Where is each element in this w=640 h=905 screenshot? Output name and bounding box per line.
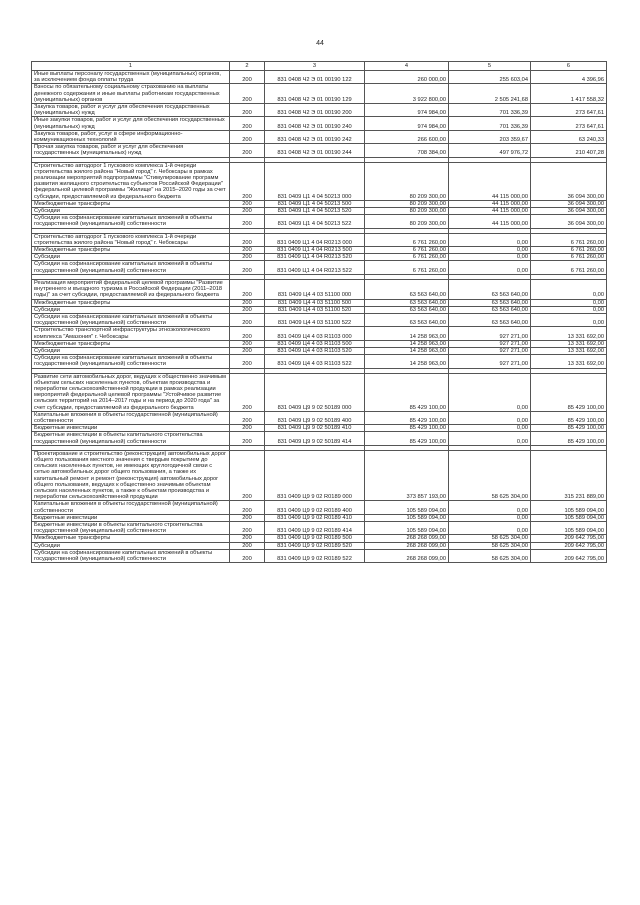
- row-amount-approved-cell: 14 258 963,00: [365, 340, 449, 347]
- row-classification-code-cell: 831 0409 Ц1 4 04 R0213 522: [265, 261, 365, 274]
- row-classification-code-cell: 831 0409 Ц9 9 02 50189 410: [265, 425, 365, 432]
- row-amount-remaining-cell: 36 094 300,00: [531, 162, 607, 200]
- row-amount-executed-cell: 255 603,04: [449, 71, 531, 84]
- table-row: [32, 514, 607, 521]
- row-amount-approved-cell: 63 563 640,00: [365, 313, 449, 326]
- row-amount-approved-cell: 85 429 100,00: [365, 432, 449, 445]
- row-amount-remaining-cell: 105 589 094,00: [531, 522, 607, 535]
- row-amount-approved-cell: 85 429 100,00: [365, 411, 449, 424]
- table-row: [32, 432, 607, 445]
- table-row: [32, 117, 607, 130]
- row-classification-code-cell: 831 0408 Ч2 Э 01 00190 129: [265, 84, 365, 104]
- table-row: [32, 71, 607, 84]
- row-amount-approved-cell: 63 563 640,00: [365, 306, 449, 313]
- row-classification-code-cell: 831 0409 Ц9 9 02 R0189 522: [265, 549, 365, 562]
- row-amount-approved-cell: 266 600,00: [365, 130, 449, 143]
- row-code-2-cell: 200: [230, 425, 265, 432]
- row-amount-executed-cell: 701 336,39: [449, 117, 531, 130]
- row-amount-executed-cell: 58 625 304,00: [449, 542, 531, 549]
- table-row: [32, 247, 607, 254]
- row-classification-code-cell: 831 0409 Ц9 9 02 50189 000: [265, 373, 365, 411]
- row-amount-approved-cell: 6 761 260,00: [365, 233, 449, 246]
- row-amount-executed-cell: 0,00: [449, 247, 531, 254]
- table-row: [32, 215, 607, 228]
- row-name-cell: Строительство автодорог 1 пускового комплекса 1-й очереди строительства жилого района "Новый город" г. Чебоксары: [32, 233, 230, 246]
- row-code-2-cell: 200: [230, 104, 265, 117]
- row-amount-approved-cell: 260 000,00: [365, 71, 449, 84]
- table-row: [32, 340, 607, 347]
- row-amount-executed-cell: 0,00: [449, 514, 531, 521]
- row-amount-executed-cell: 0,00: [449, 501, 531, 514]
- row-classification-code-cell: 831 0409 Ц9 9 02 R0189 410: [265, 514, 365, 521]
- row-name-cell: Взносы по обязательному социальному страхованию на выплаты денежного содержания и иные выплаты работникам государственных (муниципальных) органов: [32, 84, 230, 104]
- row-name-cell: Иные выплаты персоналу государственных (муниципальных) органов, за исключением фонда оплаты труда: [32, 71, 230, 84]
- row-amount-remaining-cell: 0,00: [531, 313, 607, 326]
- row-amount-approved-cell: 373 857 193,00: [365, 450, 449, 501]
- table-row: [32, 327, 607, 340]
- row-name-cell: Капитальные вложения в объекты государственной (муниципальной) собственности: [32, 411, 230, 424]
- row-code-2-cell: 200: [230, 261, 265, 274]
- row-code-2-cell: 200: [230, 130, 265, 143]
- row-amount-remaining-cell: 6 761 260,00: [531, 261, 607, 274]
- row-classification-code-cell: 831 0408 Ч2 Э 01 00190 200: [265, 104, 365, 117]
- row-name-cell: Субсидии: [32, 306, 230, 313]
- row-amount-executed-cell: 63 563 640,00: [449, 279, 531, 299]
- row-amount-approved-cell: 14 258 963,00: [365, 327, 449, 340]
- row-amount-approved-cell: 105 589 094,00: [365, 501, 449, 514]
- budget-table: [31, 61, 607, 563]
- row-classification-code-cell: 831 0409 Ц1 4 04 R0213 500: [265, 247, 365, 254]
- row-amount-remaining-cell: 209 642 795,00: [531, 549, 607, 562]
- row-code-2-cell: 200: [230, 432, 265, 445]
- row-amount-approved-cell: 105 589 094,00: [365, 514, 449, 521]
- row-name-cell: Закупка товаров, работ и услуг для обеспечения государственных (муниципальных) нужд: [32, 104, 230, 117]
- row-classification-code-cell: 831 0409 Ц1 4 04 50213 520: [265, 208, 365, 215]
- table-row: [32, 347, 607, 354]
- row-classification-code-cell: 831 0409 Ц4 4 03 51100 500: [265, 299, 365, 306]
- row-classification-code-cell: 831 0409 Ц1 4 04 R0213 520: [265, 254, 365, 261]
- row-classification-code-cell: 831 0408 Ч2 Э 01 00190 242: [265, 130, 365, 143]
- table-row: [32, 233, 607, 246]
- row-amount-executed-cell: 0,00: [449, 254, 531, 261]
- row-code-2-cell: 200: [230, 208, 265, 215]
- column-header: 3: [265, 62, 365, 71]
- row-amount-remaining-cell: 105 589 094,00: [531, 514, 607, 521]
- row-amount-remaining-cell: 209 642 795,00: [531, 535, 607, 542]
- row-amount-executed-cell: 44 115 000,00: [449, 162, 531, 200]
- row-name-cell: Бюджетные инвестиции в объекты капитального строительства государственной (муниципальной) собственности: [32, 522, 230, 535]
- row-amount-executed-cell: 927 271,00: [449, 327, 531, 340]
- row-amount-remaining-cell: 6 761 260,00: [531, 254, 607, 261]
- row-code-2-cell: 200: [230, 279, 265, 299]
- row-classification-code-cell: 831 0409 Ц9 9 02 R0189 000: [265, 450, 365, 501]
- row-name-cell: Иные закупки товаров, работ и услуг для обеспечения государственных (муниципальных) нужд: [32, 117, 230, 130]
- row-code-2-cell: 200: [230, 522, 265, 535]
- row-amount-remaining-cell: 273 647,61: [531, 104, 607, 117]
- column-header: 4: [365, 62, 449, 71]
- table-header-row: [32, 62, 607, 71]
- row-amount-executed-cell: 63 563 640,00: [449, 306, 531, 313]
- row-name-cell: Субсидии: [32, 542, 230, 549]
- row-amount-executed-cell: 0,00: [449, 425, 531, 432]
- row-classification-code-cell: 831 0409 Ц9 9 02 R0189 500: [265, 535, 365, 542]
- row-classification-code-cell: 831 0409 Ц9 9 02 50189 414: [265, 432, 365, 445]
- table-row: [32, 542, 607, 549]
- table-row: [32, 501, 607, 514]
- row-amount-executed-cell: 0,00: [449, 233, 531, 246]
- row-code-2-cell: 200: [230, 215, 265, 228]
- row-amount-approved-cell: 974 984,00: [365, 117, 449, 130]
- row-code-2-cell: 200: [230, 233, 265, 246]
- row-amount-approved-cell: 268 268 099,00: [365, 535, 449, 542]
- table-row: [32, 130, 607, 143]
- row-name-cell: Субсидии на софинансирование капитальных вложений в объекты государственной (муниципальной) собственности: [32, 355, 230, 368]
- row-amount-remaining-cell: 36 094 300,00: [531, 200, 607, 207]
- row-amount-executed-cell: 0,00: [449, 411, 531, 424]
- row-amount-remaining-cell: 0,00: [531, 306, 607, 313]
- row-amount-executed-cell: 0,00: [449, 373, 531, 411]
- table-row: [32, 411, 607, 424]
- table-row: [32, 200, 607, 207]
- row-name-cell: Межбюджетные трансферты: [32, 340, 230, 347]
- row-amount-executed-cell: 58 625 304,00: [449, 450, 531, 501]
- row-amount-executed-cell: 58 625 304,00: [449, 535, 531, 542]
- row-amount-remaining-cell: 13 331 692,00: [531, 355, 607, 368]
- row-amount-remaining-cell: 273 647,61: [531, 117, 607, 130]
- table-row: [32, 313, 607, 326]
- row-amount-remaining-cell: 6 761 260,00: [531, 233, 607, 246]
- row-name-cell: Субсидии на софинансирование капитальных вложений в объекты государственной (муниципальной) собственности: [32, 261, 230, 274]
- row-name-cell: Межбюджетные трансферты: [32, 299, 230, 306]
- row-amount-remaining-cell: 13 331 692,00: [531, 347, 607, 354]
- row-code-2-cell: 200: [230, 549, 265, 562]
- row-code-2-cell: 200: [230, 313, 265, 326]
- row-classification-code-cell: 831 0409 Ц4 4 03 R1103 522: [265, 355, 365, 368]
- row-name-cell: Бюджетные инвестиции в объекты капитального строительства государственной (муниципальной) собственности: [32, 432, 230, 445]
- row-amount-executed-cell: 63 563 640,00: [449, 313, 531, 326]
- row-name-cell: Закупка товаров, работ, услуг в сфере информационно-коммуникационных технологий: [32, 130, 230, 143]
- row-amount-remaining-cell: 315 231 889,00: [531, 450, 607, 501]
- row-amount-approved-cell: 6 761 260,00: [365, 247, 449, 254]
- row-amount-remaining-cell: 13 331 692,00: [531, 340, 607, 347]
- row-amount-executed-cell: 44 115 000,00: [449, 200, 531, 207]
- row-name-cell: Субсидии на софинансирование капитальных вложений в объекты государственной (муниципальной) собственности: [32, 549, 230, 562]
- table-row: [32, 261, 607, 274]
- row-classification-code-cell: 831 0409 Ц9 9 02 R0189 400: [265, 501, 365, 514]
- row-name-cell: Строительство транспортной инфраструктуры этноэкологического комплекса "Амазония" г. Чебоксары: [32, 327, 230, 340]
- row-name-cell: Капитальные вложения в объекты государственной (муниципальной) собственности: [32, 501, 230, 514]
- row-code-2-cell: 200: [230, 299, 265, 306]
- row-amount-approved-cell: 268 268 099,00: [365, 549, 449, 562]
- row-amount-remaining-cell: 36 094 300,00: [531, 208, 607, 215]
- row-classification-code-cell: 831 0408 Ч2 Э 01 00190 240: [265, 117, 365, 130]
- row-name-cell: Развитие сети автомобильных дорог, ведущих к общественно значимым объектам сельских населенных пунктов, объектам производства и переработки сельскохозяйственной продукции в рамках реализации мероприятий федеральной целевой программы "Устойчивое развитие сельских территорий на 2014–2017 годы и на период до 2020 года" за счет субсидии, предоставляемой из федерального бюджета: [32, 373, 230, 411]
- table-row: [32, 144, 607, 157]
- row-amount-approved-cell: 80 209 300,00: [365, 162, 449, 200]
- row-classification-code-cell: 831 0409 Ц4 4 03 R1103 520: [265, 347, 365, 354]
- row-amount-approved-cell: 974 984,00: [365, 104, 449, 117]
- row-amount-approved-cell: 63 563 640,00: [365, 279, 449, 299]
- row-code-2-cell: 200: [230, 71, 265, 84]
- row-classification-code-cell: 831 0409 Ц4 4 03 R1103 000: [265, 327, 365, 340]
- row-amount-executed-cell: 0,00: [449, 432, 531, 445]
- row-classification-code-cell: 831 0409 Ц4 4 03 51100 000: [265, 279, 365, 299]
- row-amount-executed-cell: 0,00: [449, 261, 531, 274]
- row-amount-remaining-cell: 85 429 100,00: [531, 432, 607, 445]
- row-amount-approved-cell: 80 209 300,00: [365, 208, 449, 215]
- table-row: [32, 549, 607, 562]
- row-amount-approved-cell: 6 761 260,00: [365, 254, 449, 261]
- row-amount-approved-cell: 63 563 640,00: [365, 299, 449, 306]
- column-header: 1: [32, 62, 230, 71]
- row-classification-code-cell: 831 0409 Ц9 9 02 R0189 520: [265, 542, 365, 549]
- row-amount-executed-cell: 44 115 000,00: [449, 208, 531, 215]
- row-name-cell: Реализация мероприятий федеральной целевой программы "Развитие внутреннего и въездного туризма в Российской Федерации (2011–2018 годы)" за счет субсидии, предоставляемой из федерального бюджета: [32, 279, 230, 299]
- row-classification-code-cell: 831 0409 Ц1 4 04 50213 522: [265, 215, 365, 228]
- row-code-2-cell: 200: [230, 373, 265, 411]
- table-row: [32, 162, 607, 200]
- row-name-cell: Субсидии на софинансирование капитальных вложений в объекты государственной (муниципальной) собственности: [32, 215, 230, 228]
- table-row: [32, 84, 607, 104]
- row-classification-code-cell: 831 0409 Ц1 4 04 50213 000: [265, 162, 365, 200]
- row-amount-executed-cell: 497 976,72: [449, 144, 531, 157]
- row-amount-remaining-cell: 1 417 558,32: [531, 84, 607, 104]
- row-amount-remaining-cell: 0,00: [531, 299, 607, 306]
- row-code-2-cell: 200: [230, 355, 265, 368]
- row-amount-approved-cell: 85 429 100,00: [365, 425, 449, 432]
- row-name-cell: Субсидии: [32, 254, 230, 261]
- row-classification-code-cell: 831 0409 Ц1 4 04 R0213 000: [265, 233, 365, 246]
- row-name-cell: Субсидии: [32, 347, 230, 354]
- row-classification-code-cell: 831 0409 Ц9 9 02 50189 400: [265, 411, 365, 424]
- row-name-cell: Субсидии: [32, 208, 230, 215]
- row-amount-remaining-cell: 13 331 692,00: [531, 327, 607, 340]
- row-amount-approved-cell: 14 258 963,00: [365, 347, 449, 354]
- row-amount-approved-cell: 80 209 300,00: [365, 200, 449, 207]
- row-amount-remaining-cell: 210 407,28: [531, 144, 607, 157]
- row-amount-approved-cell: 6 761 260,00: [365, 261, 449, 274]
- row-amount-approved-cell: 3 922 800,00: [365, 84, 449, 104]
- page-number: 44: [316, 40, 324, 47]
- row-code-2-cell: 200: [230, 501, 265, 514]
- row-amount-remaining-cell: 85 429 100,00: [531, 411, 607, 424]
- row-classification-code-cell: 831 0409 Ц4 4 03 51100 520: [265, 306, 365, 313]
- row-amount-remaining-cell: 105 589 094,00: [531, 501, 607, 514]
- table-row: [32, 355, 607, 368]
- row-amount-remaining-cell: 6 761 260,00: [531, 247, 607, 254]
- table-row: [32, 104, 607, 117]
- table-row: [32, 522, 607, 535]
- row-name-cell: Проектирование и строительство (реконструкция) автомобильных дорог общего пользования местного значения с твердым покрытием до сельских населенных пунктов, не имеющих круглогодичной связи с сетью автомобильных дорог общего пользования, а также их капитальный ремонт и ремонт (реконструкция) автомобильных дорог общего пользования, ведущих к общественно значимым объектам сельских населенных пунктов, а также к объектам производства и переработки сельскохозяйственной продукции: [32, 450, 230, 501]
- table-row: [32, 208, 607, 215]
- table-row: [32, 299, 607, 306]
- row-name-cell: Межбюджетные трансферты: [32, 200, 230, 207]
- row-amount-approved-cell: 708 384,00: [365, 144, 449, 157]
- table-row: [32, 425, 607, 432]
- row-amount-approved-cell: 14 258 963,00: [365, 355, 449, 368]
- table-row: [32, 279, 607, 299]
- row-amount-executed-cell: 63 563 640,00: [449, 299, 531, 306]
- row-amount-approved-cell: 268 268 099,00: [365, 542, 449, 549]
- row-amount-executed-cell: 44 115 000,00: [449, 215, 531, 228]
- row-amount-executed-cell: 927 271,00: [449, 347, 531, 354]
- row-name-cell: Прочая закупка товаров, работ и услуг для обеспечения государственных (муниципальных) нужд: [32, 144, 230, 157]
- row-amount-approved-cell: 105 589 094,00: [365, 522, 449, 535]
- table-row: [32, 254, 607, 261]
- row-amount-remaining-cell: 36 094 300,00: [531, 215, 607, 228]
- table-row: [32, 306, 607, 313]
- row-code-2-cell: 200: [230, 347, 265, 354]
- row-amount-approved-cell: 80 209 300,00: [365, 215, 449, 228]
- row-name-cell: Субсидии на софинансирование капитальных вложений в объекты государственной (муниципальной) собственности: [32, 313, 230, 326]
- row-code-2-cell: 200: [230, 162, 265, 200]
- row-code-2-cell: 200: [230, 247, 265, 254]
- row-code-2-cell: 200: [230, 450, 265, 501]
- row-code-2-cell: 200: [230, 542, 265, 549]
- row-code-2-cell: 200: [230, 144, 265, 157]
- row-code-2-cell: 200: [230, 117, 265, 130]
- row-amount-executed-cell: 58 625 304,00: [449, 549, 531, 562]
- row-name-cell: Бюджетные инвестиции: [32, 425, 230, 432]
- row-amount-remaining-cell: 63 240,33: [531, 130, 607, 143]
- row-code-2-cell: 200: [230, 200, 265, 207]
- row-code-2-cell: 200: [230, 84, 265, 104]
- table-row: [32, 535, 607, 542]
- row-amount-remaining-cell: 4 396,96: [531, 71, 607, 84]
- row-classification-code-cell: 831 0409 Ц1 4 04 50213 500: [265, 200, 365, 207]
- row-amount-executed-cell: 2 505 241,68: [449, 84, 531, 104]
- row-amount-remaining-cell: 0,00: [531, 279, 607, 299]
- row-code-2-cell: 200: [230, 514, 265, 521]
- row-code-2-cell: 200: [230, 340, 265, 347]
- row-amount-executed-cell: 0,00: [449, 522, 531, 535]
- row-amount-approved-cell: 85 429 100,00: [365, 373, 449, 411]
- row-amount-executed-cell: 927 271,00: [449, 340, 531, 347]
- row-classification-code-cell: 831 0409 Ц4 4 03 51100 522: [265, 313, 365, 326]
- column-header: 5: [449, 62, 531, 71]
- row-code-2-cell: 200: [230, 411, 265, 424]
- column-header: 2: [230, 62, 265, 71]
- row-code-2-cell: 200: [230, 327, 265, 340]
- row-code-2-cell: 200: [230, 306, 265, 313]
- row-classification-code-cell: 831 0408 Ч2 Э 01 00190 122: [265, 71, 365, 84]
- column-header: 6: [531, 62, 607, 71]
- row-amount-remaining-cell: 85 429 100,00: [531, 425, 607, 432]
- table-row: [32, 373, 607, 411]
- row-amount-executed-cell: 927 271,00: [449, 355, 531, 368]
- row-name-cell: Строительство автодорог 1 пускового комплекса 1-й очереди строительства жилого района "Новый город" г. Чебоксары в рамках реализации мероприятий подпрограммы "Стимулирование программ развития жилищного строительства субъектов Российской Федерации" федеральной целевой программы "Жилище" на 2015–2020 годы за счет субсидии, предоставляемой из федерального бюджета: [32, 162, 230, 200]
- row-amount-executed-cell: 203 359,67: [449, 130, 531, 143]
- row-code-2-cell: 200: [230, 535, 265, 542]
- row-classification-code-cell: 831 0409 Ц4 4 03 R1103 500: [265, 340, 365, 347]
- row-name-cell: Межбюджетные трансферты: [32, 247, 230, 254]
- row-amount-executed-cell: 701 336,39: [449, 104, 531, 117]
- row-classification-code-cell: 831 0408 Ч2 Э 01 00190 244: [265, 144, 365, 157]
- row-name-cell: Межбюджетные трансферты: [32, 535, 230, 542]
- row-classification-code-cell: 831 0409 Ц9 9 02 R0189 414: [265, 522, 365, 535]
- table-row: [32, 450, 607, 501]
- row-name-cell: Бюджетные инвестиции: [32, 514, 230, 521]
- row-amount-remaining-cell: 209 642 795,00: [531, 542, 607, 549]
- row-code-2-cell: 200: [230, 254, 265, 261]
- row-amount-remaining-cell: 85 429 100,00: [531, 373, 607, 411]
